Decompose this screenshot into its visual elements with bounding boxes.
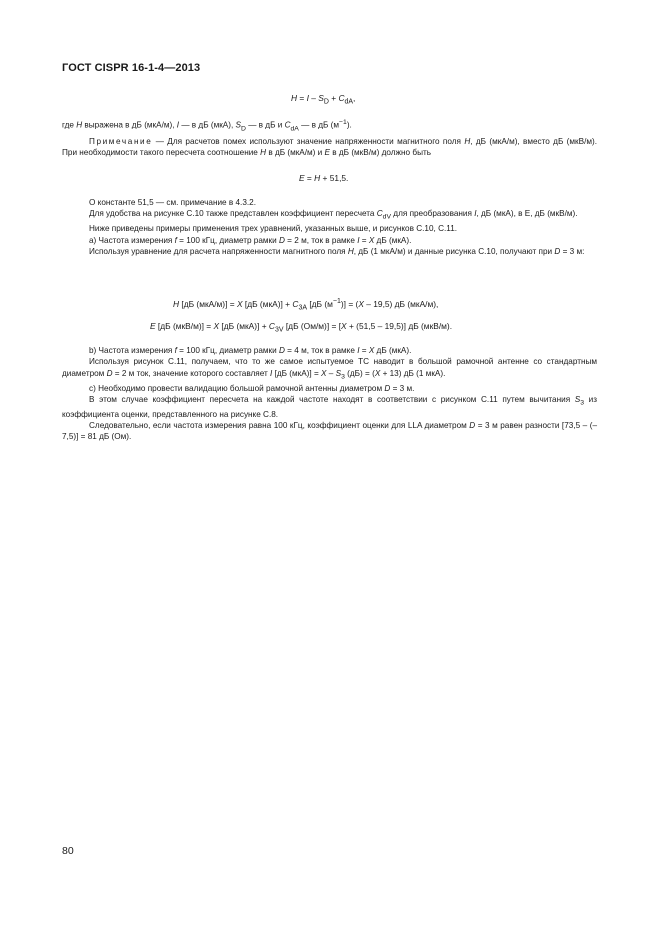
paragraph-using-figure: Используя рисунок С.11, получаем, что то же самое испытуемое ТС наводит в большой рамочной антенне со стандартным диаметром D = 2 м ток, значение которого составляет I [дБ $(мкА)] = X - S_3$ (дБ) = (X + 13) дБ (1 мкА).: [62, 357, 597, 381]
where-line: где H выражена в дБ (мкА/м), I — в дБ (мкА), $S_D$ — в дБ и $C_{dA}$ — в дБ $(м^{-1})$.: [62, 119, 352, 133]
paragraph-example-b: b) Частота измерения f = 100 кГц, диаметр рамки D = 4 м, ток в рамке I = X дБ (мкА).: [89, 346, 412, 355]
note-label: Примечание: [89, 137, 153, 146]
equation-e: E = H + 51,5.: [299, 173, 349, 183]
paragraph-example-c: с) Необходимо провести валидацию большой рамочной антенны диаметром D = 3 м.: [89, 383, 415, 393]
paragraph-conversion: Для удобства на рисунке С.10 также представлен коэффициент пересчета $C_{dV}$ для преобразования I, дБ (мкА), в Е, дБ (мкВ/м).: [89, 209, 578, 221]
note-paragraph: Примечание — Для расчетов помех используют значение напряженности магнитного поля H, дБ (мкА/м), вместо дБ (мкВ/м). При необходимости такого пересчета соотношение H в дБ (мкА/м) и E в дБ (мкВ/м) должно быть: [62, 137, 597, 158]
paragraph-conversion-factor: В этом случае коэффициент пересчета на каждой частоте находят в соответствии с рисунком С.11 путем вычитания $S_3$ из коэффициента оценки, представленного на рисунке С.8.: [62, 394, 597, 419]
paragraph-conclusion: Следовательно, если частота измерения равна 100 кГц, коэффициент оценки для LLA диаметром D = 3 м равен разности [73,5 – (– 7,5)] = 81 дБ (Ом).: [62, 421, 597, 442]
paragraph-examples: Ниже приведены примеры применения трех уравнений, указанных выше, и рисунков C.10, C.11.: [89, 224, 458, 234]
paragraph-using-equation: Используя уравнение для расчета напряженности магнитного поля H, дБ (1 мкА/м) и данные рисунка С.10, получают при D = 3 м:: [89, 246, 585, 256]
paragraph-example-a: а) Частота измерения f = 100 кГц, диаметр рамки D = 2 м, ток в рамке I = X дБ (мкА).: [89, 235, 412, 245]
equation-h: $H = I - S_D + C_{dA}$,: [291, 93, 356, 106]
paragraph-constant: О константе 51,5 — см. примечание в 4.3.2.: [89, 198, 256, 207]
equation-e-example: E [дБ (мкВ/м)] = X [дБ $(мкА)] + C_{3V}$ [дБ (Ом/м)] = [X + (51,5 – 19,5)] дБ (мкВ/м).: [150, 321, 453, 334]
page-number: 80: [62, 845, 74, 857]
equation-h-example: H [дБ (мкА/м)] = X [дБ $(мкА)] + C_{3A}$ [дБ $(м^{-1})] = (X - 19,5)$ дБ (мкА/м),: [173, 298, 439, 312]
document-header: ГОСТ CISPR 16-1-4—2013: [62, 62, 201, 74]
